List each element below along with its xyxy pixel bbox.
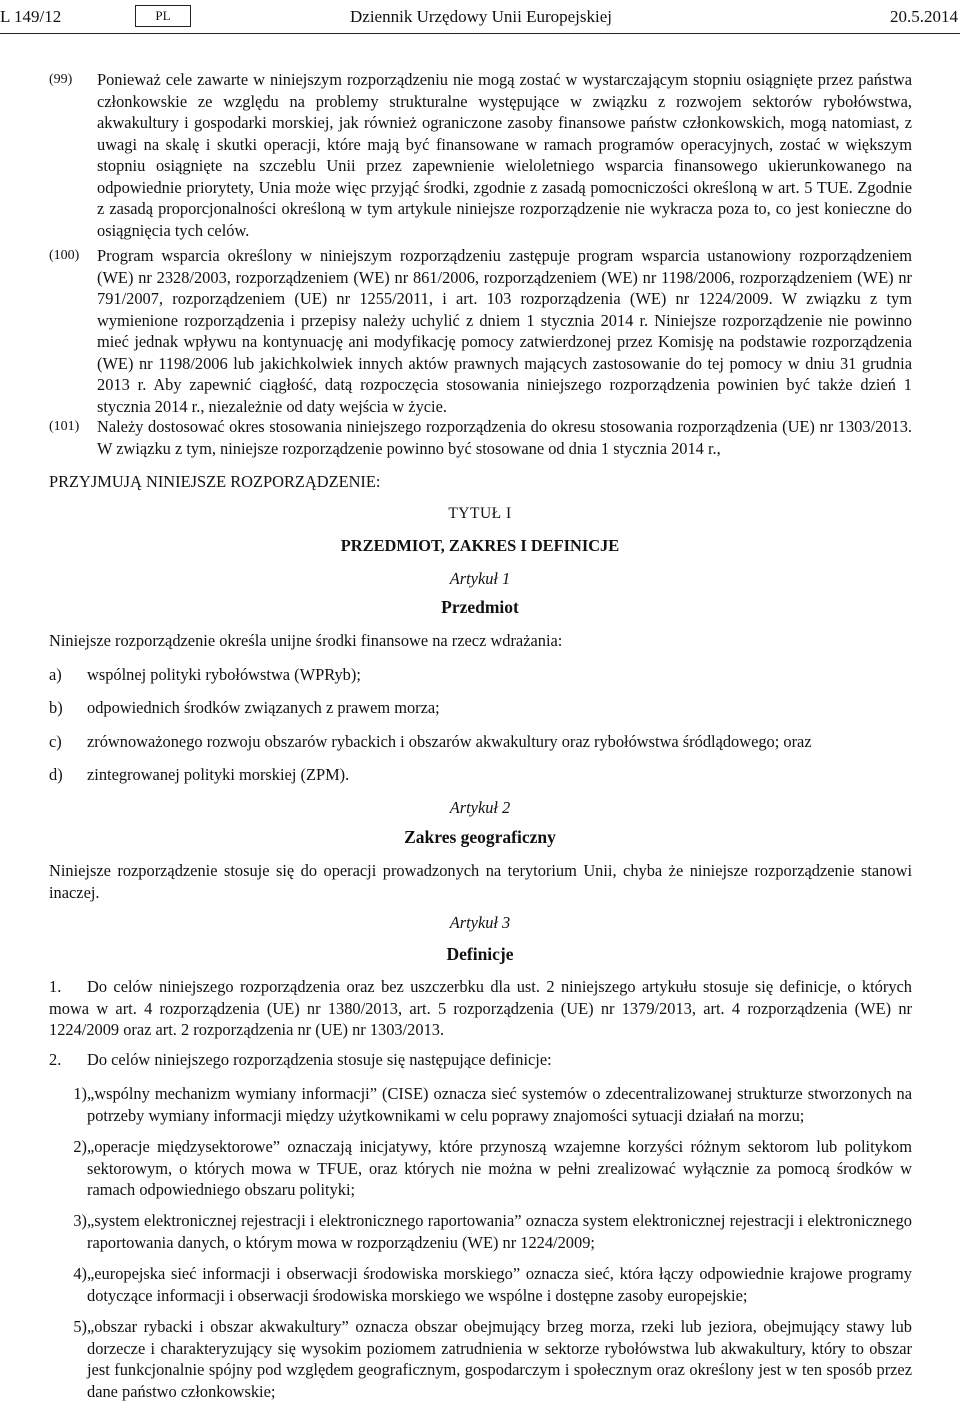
page-header xyxy=(0,6,960,30)
definition-1 xyxy=(49,1083,912,1126)
list-item-c xyxy=(49,731,912,753)
definition-number: 3) xyxy=(73,1211,87,1230)
definition-number: 1) xyxy=(73,1084,87,1103)
definition-4 xyxy=(49,1263,912,1306)
article-3-paragraph-1 xyxy=(49,976,912,1041)
definition-text: „system elektronicznej rejestracji i elektronicznego raportowania” oznacza system elektronicznej rejestracji i elektronicznego raportowania danych, o którym mowa w rozporządzeniu (WE) nr 1224/2009; xyxy=(87,1211,912,1252)
adoption-formula: PRZYJMUJĄ NINIEJSZE ROZPORZĄDZENIE: xyxy=(49,472,381,491)
list-item-b xyxy=(49,697,912,719)
title-label: TYTUŁ I xyxy=(448,505,512,522)
recital-101 xyxy=(49,416,912,459)
article-2-text: Niniejsze rozporządzenie stosuje się do operacji prowadzonych na terytorium Unii, chyba że niniejsze rozporządzenie stanowi inaczej. xyxy=(49,861,912,902)
article-1-intro: Niniejsze rozporządzenie określa unijne środki finansowe na rzecz wdrażania: xyxy=(49,631,563,650)
definition-text: „europejska sieć informacji i obserwacji środowiska morskiego” oznacza sieć, która łączy odpowiednie krajowe programy dotyczące informacji i obserwacji środowiska morskiego we wspólne i dostępne zasoby europejskie; xyxy=(87,1264,912,1305)
article-3-heading: Definicje xyxy=(446,944,514,964)
recital-number: (101) xyxy=(49,419,80,434)
list-text: zrównoważonego rozwoju obszarów rybackich i obszarów akwakultury oraz rybołówstwa śródlądowego; oraz xyxy=(87,732,812,751)
list-text: zintegrowanej polityki morskiej (ZPM). xyxy=(87,765,350,784)
publication-date: 20.5.2014 xyxy=(890,7,958,26)
list-label: d) xyxy=(49,765,63,784)
paragraph-number: 1. xyxy=(49,977,62,996)
paragraph-text: Do celów niniejszego rozporządzenia stosuje się następujące definicje: xyxy=(87,1050,552,1069)
list-item-a xyxy=(49,664,912,686)
page-reference: L 149/12 xyxy=(0,7,62,26)
article-3-label: Artykuł 3 xyxy=(449,913,511,932)
paragraph-number: 2. xyxy=(49,1050,62,1069)
journal-title: Dziennik Urzędowy Unii Europejskiej xyxy=(350,7,613,26)
list-text: odpowiednich środków związanych z prawem morza; xyxy=(87,698,440,717)
recital-text: Należy dostosować okres stosowania niniejszego rozporządzenia do okresu stosowania rozporządzenia (UE) nr 1303/2013. W związku z tym, niniejsze rozporządzenie powinno być stosowane od dnia 1 stycznia 2014 r., xyxy=(97,417,912,458)
list-item-d xyxy=(49,764,912,786)
definition-text: „wspólny mechanizm wymiany informacji” (CISE) oznacza sieć systemów o zdecentralizowanej strukturze stworzonych na potrzeby wymiany informacji między użytkownikami w celu poprawy znajomości sytuacji działań na morzu; xyxy=(87,1084,912,1125)
article-3-paragraph-2 xyxy=(49,1049,912,1071)
definition-5 xyxy=(49,1316,912,1402)
definition-3 xyxy=(49,1210,912,1253)
list-label: c) xyxy=(49,732,62,751)
definition-number: 5) xyxy=(73,1317,87,1336)
list-label: b) xyxy=(49,698,63,717)
language-box: PL xyxy=(135,5,191,27)
definition-number: 4) xyxy=(73,1264,87,1283)
list-label: a) xyxy=(49,665,62,684)
article-2-heading: Zakres geograficzny xyxy=(404,827,556,847)
recital-number: (99) xyxy=(49,72,73,87)
recital-100 xyxy=(49,245,912,417)
article-1-label: Artykuł 1 xyxy=(449,569,511,588)
recital-text: Ponieważ cele zawarte w niniejszym rozporządzeniu nie mogą zostać w wystarczającym stopniu osiągnięte przez państwa członkowskie ze względu na problemy strukturalne występujące w związku z rozwojem sektorów rybołówstwa, akwakultury i gospodarki morskiej, jak również ograniczone zasoby finansowe państw członkowskich, mogą natomiast, z uwagi na skalę i skutki operacji, które mają być finansowane w ramach programów operacyjnych, zostać w większym stopniu osiągnięte na szczeblu Unii przez zapewnienie wieloletniego wsparcia finansowego ukierunkowanego na odpowiednie priorytety, Unia może więc przyjąć środki, zgodnie z zasadą pomocniczości określoną w art. 5 TUE. Zgodnie z zasadą proporcjonalności określoną w tym artykule niniejsze rozporządzenie nie wykracza poza to, co jest konieczne do osiągnięcia tych celów. xyxy=(97,70,912,240)
definition-2 xyxy=(49,1136,912,1201)
recital-99 xyxy=(49,69,912,241)
header-rule xyxy=(0,33,960,34)
definition-number: 2) xyxy=(73,1137,87,1156)
recital-text: Program wsparcia określony w niniejszym rozporządzeniu zastępuje program wsparcia ustanowiony rozporządzeniem (WE) nr 2328/2003, rozporządzeniem (WE) nr 861/2006, rozporządzeniem (WE) nr 1198/2006, rozporządzeniem (WE) nr 791/2007, rozporządzeniem (UE) nr 1255/2011, i art. 103 rozporządzenia (WE) nr 1224/2009. W związku z tym wymienione rozporządzenia i przepisy należy uchylić z dniem 1 stycznia 2014 r. Niniejsze rozporządzenie nie powinno mieć jednak wpływu na kontynuację ani modyfikację pomocy zatwierdzonej przez Komisję na podstawie rozporządzenia (WE) nr 1198/2006 lub jakichkolwiek innych aktów prawnych mających zastosowanie do tej pomocy w dniu 31 grudnia 2013 r. Aby zapewnić ciągłość, datą rozpoczęcia stosowania niniejszego rozporządzenia powinien być także dzień 1 stycznia 2014 r., niezależnie od daty wejścia w życie. xyxy=(97,246,912,416)
definition-text: „obszar rybacki i obszar akwakultury” oznacza obszar obejmujący brzeg morza, rzeki lub jeziora, obejmujący stawy lub dorzecze i charakteryzujący się wysokim poziomem zatrudnienia w sektorze rybołówstwa lub akwakultury, który to obszar jest funkcjonalnie spójny pod względem geograficznym, gospodarczym i społecznym oraz określony jest w ten sposób przez dane państwo członkowskie; xyxy=(87,1317,912,1401)
definition-text: „operacje międzysektorowe” oznaczają inicjatywy, które przynoszą wzajemne korzyści różnym sektorom lub polityk​om sektorowym, o których mowa w TFUE, oraz których nie można w pełni zrealizować wyłącznie za pomocą środków w ramach odpowiedniego obszaru polityki; xyxy=(87,1137,912,1199)
article-2-label: Artykuł 2 xyxy=(449,798,511,817)
list-text: wspólnej polityki rybołówstwa (WPRyb); xyxy=(87,665,361,684)
article-1-heading: Przedmiot xyxy=(441,597,519,617)
paragraph-text: Do celów niniejszego rozporządzenia oraz bez uszczerbku dla ust. 2 niniejszego artykułu stosuje się definicje, o których mowa w art. 4 rozporządzenia (UE) nr 1380/2013, art. 5 rozporządzenia (UE) nr 1379/2013, art. 4 rozporządzenia (WE) nr 1224/2009 oraz art. 2 rozporządzenia nr (UE) nr 1303/2013. xyxy=(49,977,912,1039)
recital-number: (100) xyxy=(49,248,80,263)
title-heading: PRZEDMIOT, ZAKRES I DEFINICJE xyxy=(340,536,620,555)
